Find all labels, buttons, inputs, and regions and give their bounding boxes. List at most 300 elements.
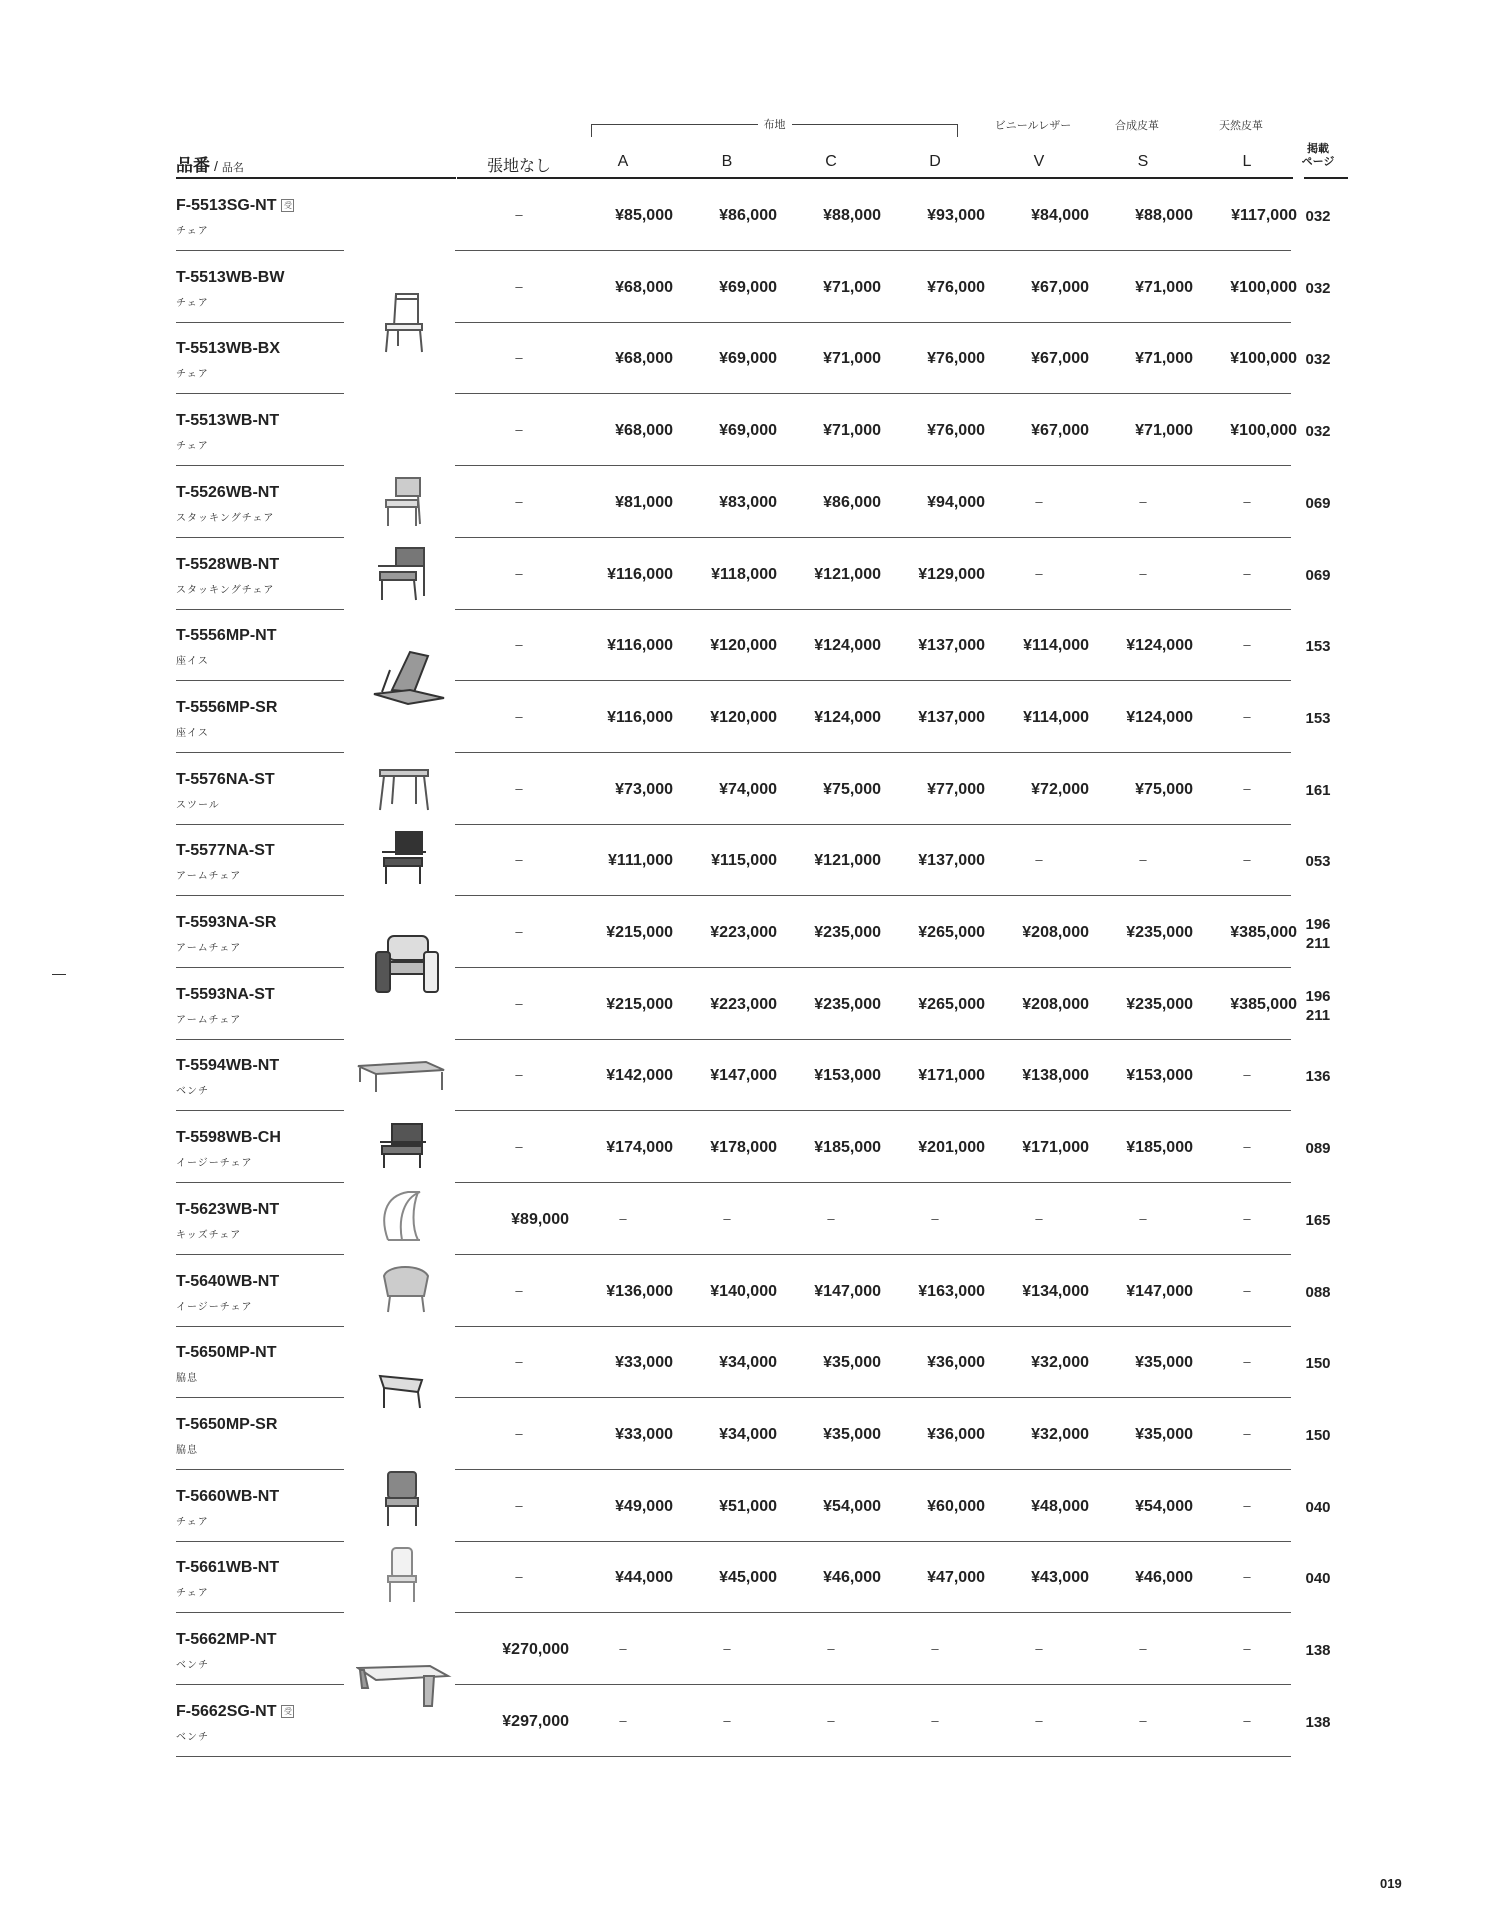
product-name: チェア	[176, 441, 209, 453]
product-name: アームチェア	[176, 943, 242, 954]
catalog-page	[1296, 1354, 1340, 1373]
price-l: –	[1243, 1497, 1251, 1513]
price-no-upholstery: –	[515, 852, 523, 868]
catalog-page-number: 153	[1305, 638, 1331, 656]
product-code-text: T-5526WB-NT	[176, 483, 280, 501]
catalog-page-number: 032	[1305, 279, 1331, 297]
product-code-text: T-5594WB-NT	[176, 1057, 280, 1075]
table-row	[0, 969, 1503, 1040]
product-code-text: T-5593NA-ST	[176, 985, 275, 1003]
product-code-text: T-5650MP-NT	[176, 1344, 277, 1362]
price-l: –	[1243, 1354, 1251, 1370]
price-no-upholstery: –	[515, 637, 523, 653]
col-header-no-upholstery: 張地なし	[486, 158, 551, 175]
catalog-page	[1296, 566, 1340, 585]
price-c: ¥71,000	[823, 422, 881, 440]
catalog-page-number: 032	[1305, 208, 1331, 225]
price-c: ¥121,000	[814, 565, 881, 583]
price-a: ¥142,000	[606, 1067, 673, 1085]
catalog-page	[1296, 781, 1340, 800]
product-name: チェア	[176, 297, 209, 309]
product-code-text: T-5576NA-ST	[176, 770, 275, 788]
price-s: ¥124,000	[1126, 708, 1193, 726]
table-row	[0, 1327, 1503, 1398]
price-l: –	[1243, 1425, 1251, 1441]
product-code-text: T-5556MP-NT	[176, 627, 277, 645]
price-a: ¥44,000	[615, 1569, 673, 1587]
table-row	[0, 1040, 1503, 1111]
price-l: ¥100,000	[1230, 350, 1297, 368]
page-col-header-line1: 掲載	[1307, 143, 1329, 155]
long-bench-image	[356, 1660, 452, 1710]
price-v: ¥32,000	[1031, 1354, 1089, 1372]
catalog-page-number: 040	[1305, 1570, 1331, 1588]
stacking-chair-image	[378, 474, 434, 530]
price-v: ¥43,000	[1031, 1569, 1089, 1587]
price-b: ¥51,000	[719, 1497, 777, 1515]
catalog-page	[1296, 1067, 1340, 1086]
product-name: ベンチ	[176, 1660, 209, 1671]
price-l: –	[1243, 1139, 1251, 1155]
product-code	[176, 1631, 276, 1649]
price-d: ¥94,000	[927, 493, 985, 511]
catalog-page-number: 211	[1305, 1006, 1331, 1024]
price-c: ¥185,000	[814, 1139, 881, 1157]
price-v: ¥114,000	[1023, 637, 1089, 655]
table-row	[0, 180, 1503, 251]
price-d: ¥265,000	[918, 995, 985, 1013]
price-b: –	[723, 1210, 731, 1226]
catalog-page	[1296, 1426, 1340, 1445]
product-code-text: T-5513WB-NT	[176, 412, 280, 430]
price-s: ¥35,000	[1135, 1354, 1193, 1372]
price-no-upholstery: –	[515, 565, 523, 581]
col-header-v: V	[1033, 153, 1045, 170]
bench-image	[356, 1056, 448, 1098]
price-d: –	[931, 1210, 939, 1226]
col-header-l: L	[1242, 153, 1252, 170]
catalog-page-number: 069	[1305, 566, 1331, 584]
product-name: ベンチ	[176, 1086, 209, 1098]
fabric-group-bracket	[591, 119, 958, 138]
price-a: ¥215,000	[606, 995, 673, 1013]
catalog-page	[1296, 1283, 1340, 1302]
slim-chair-image	[378, 1546, 428, 1606]
price-no-upholstery: ¥270,000	[502, 1641, 569, 1658]
catalog-page-number: 138	[1305, 1713, 1331, 1731]
price-c: ¥124,000	[814, 637, 881, 655]
catalog-page	[1296, 915, 1340, 953]
catalog-page-number: 136	[1305, 1068, 1331, 1086]
product-code	[176, 1057, 279, 1075]
price-no-upholstery: –	[515, 207, 523, 222]
product-code-text: T-5662MP-NT	[176, 1631, 277, 1648]
price-b: ¥34,000	[719, 1354, 777, 1372]
price-l: –	[1243, 565, 1251, 581]
product-name: イージーチェア	[176, 1158, 253, 1170]
product-code	[176, 1201, 279, 1219]
price-l: –	[1243, 708, 1251, 724]
price-b: ¥223,000	[710, 995, 777, 1013]
price-l: –	[1243, 1210, 1251, 1226]
price-d: ¥47,000	[927, 1569, 985, 1587]
price-no-upholstery: –	[515, 422, 523, 438]
price-b: ¥147,000	[710, 1067, 777, 1085]
product-name: スタッキングチェア	[176, 584, 275, 596]
synthetic-leather-group-label: 合成皮革	[1115, 120, 1159, 132]
catalog-page-number: 196	[1305, 987, 1331, 1005]
vinyl-group-label: ビニールレザー	[994, 120, 1072, 132]
col-header-s: S	[1137, 153, 1149, 170]
product-code	[176, 556, 279, 574]
price-s: ¥71,000	[1135, 422, 1193, 440]
price-v: ¥72,000	[1031, 780, 1089, 798]
price-b: –	[723, 1712, 731, 1728]
price-l: –	[1243, 1067, 1251, 1083]
catalog-page-number: 165	[1305, 1211, 1331, 1229]
product-code-text: F-5662SG-NT	[176, 1702, 277, 1720]
price-d: ¥129,000	[918, 565, 985, 583]
price-s: ¥54,000	[1135, 1497, 1193, 1515]
price-s: ¥75,000	[1135, 780, 1193, 798]
catalog-page	[1296, 207, 1340, 226]
price-s: ¥153,000	[1126, 1067, 1193, 1085]
table-row	[0, 467, 1503, 538]
price-s: ¥88,000	[1135, 207, 1193, 224]
table-row	[0, 754, 1503, 825]
product-name: スツール	[176, 799, 220, 811]
product-name: アームチェア	[176, 1014, 242, 1026]
price-no-upholstery: ¥89,000	[511, 1210, 569, 1228]
product-code-text: T-5513WB-BX	[176, 340, 281, 358]
product-code	[176, 842, 275, 860]
header-slash: /	[214, 158, 218, 174]
price-b: ¥74,000	[719, 780, 777, 798]
product-code-text: T-5593NA-SR	[176, 914, 277, 931]
price-no-upholstery: ¥297,000	[502, 1712, 569, 1730]
price-no-upholstery: –	[515, 278, 523, 294]
product-code	[176, 627, 276, 645]
product-code-text: T-5650MP-SR	[176, 1415, 278, 1433]
price-no-upholstery: –	[515, 995, 523, 1011]
price-b: ¥83,000	[719, 493, 777, 511]
price-a: ¥116,000	[607, 565, 673, 583]
catalog-page	[1296, 1641, 1340, 1660]
price-no-upholstery: –	[515, 1354, 523, 1370]
price-c: ¥54,000	[823, 1497, 881, 1515]
price-a: –	[619, 1210, 627, 1226]
table-row	[0, 539, 1503, 610]
page-number: 019	[1380, 1876, 1402, 1891]
price-v: ¥67,000	[1031, 422, 1089, 440]
price-s: –	[1139, 493, 1147, 509]
product-code-text: T-5513WB-BW	[176, 268, 285, 286]
product-code	[176, 269, 284, 287]
catalog-page	[1296, 422, 1340, 441]
catalog-page	[1296, 350, 1340, 369]
fabric-group-label: 布地	[758, 116, 792, 132]
price-d: ¥77,000	[927, 780, 985, 798]
price-d: ¥171,000	[918, 1067, 985, 1085]
price-s: ¥147,000	[1126, 1282, 1193, 1300]
price-s: ¥235,000	[1126, 995, 1193, 1013]
price-v: –	[1035, 1712, 1043, 1728]
price-v: ¥32,000	[1031, 1425, 1089, 1443]
page-col-header	[1296, 143, 1340, 169]
price-c: ¥71,000	[823, 350, 881, 368]
col-header-a: A	[617, 153, 629, 170]
product-name: 座イス	[176, 727, 209, 739]
price-no-upholstery: –	[515, 1497, 523, 1513]
price-b: ¥34,000	[719, 1425, 777, 1443]
product-code	[176, 1416, 277, 1434]
catalog-page-number: 153	[1305, 709, 1331, 727]
price-d: ¥76,000	[927, 422, 985, 440]
price-a: ¥85,000	[615, 207, 673, 224]
price-s: ¥35,000	[1135, 1425, 1193, 1443]
table-row	[0, 1614, 1503, 1685]
price-no-upholstery: –	[515, 1425, 523, 1441]
price-v: –	[1035, 1210, 1043, 1226]
price-d: ¥93,000	[927, 207, 985, 224]
price-b: ¥115,000	[711, 852, 777, 870]
price-v: ¥171,000	[1022, 1139, 1089, 1157]
price-l: –	[1243, 637, 1251, 653]
stacking-armchair-image	[374, 544, 438, 604]
product-code	[176, 412, 279, 430]
price-d: ¥76,000	[927, 278, 985, 296]
product-name: チェア	[176, 226, 209, 237]
product-name: チェア	[176, 1588, 209, 1600]
catalog-page-number: 196	[1305, 916, 1331, 933]
catalog-page-number: 053	[1305, 853, 1331, 871]
price-a: ¥136,000	[606, 1282, 673, 1300]
price-v: –	[1035, 565, 1043, 581]
price-no-upholstery: –	[515, 924, 523, 939]
price-no-upholstery: –	[515, 780, 523, 796]
price-v: ¥114,000	[1023, 708, 1089, 726]
table-row	[0, 682, 1503, 753]
price-v: ¥67,000	[1031, 278, 1089, 296]
tub-chair-image	[378, 1262, 434, 1314]
price-c: ¥88,000	[823, 207, 881, 224]
lounge-armchair-image	[372, 934, 442, 996]
price-b: ¥120,000	[710, 708, 777, 726]
price-v: ¥67,000	[1031, 350, 1089, 368]
product-code	[176, 1129, 281, 1147]
catalog-page-number: 138	[1305, 1642, 1331, 1659]
product-code	[176, 771, 275, 789]
price-d: –	[931, 1712, 939, 1728]
price-d: ¥137,000	[918, 852, 985, 870]
price-s: –	[1139, 1210, 1147, 1226]
price-s: ¥235,000	[1126, 924, 1193, 941]
product-name: 座イス	[176, 656, 209, 668]
price-b: ¥69,000	[719, 422, 777, 440]
price-c: ¥124,000	[814, 708, 881, 726]
kids-chair-image	[378, 1188, 428, 1244]
product-code	[176, 986, 275, 1004]
price-c: –	[827, 1712, 835, 1728]
product-name: キッズチェア	[176, 1229, 242, 1241]
catalog-page	[1296, 279, 1340, 298]
product-name: スタッキングチェア	[176, 512, 275, 524]
catalog-page-number: 040	[1305, 1498, 1331, 1516]
catalog-page-number: 211	[1305, 935, 1331, 952]
armrest-image	[378, 1372, 428, 1412]
catalog-page	[1296, 987, 1340, 1025]
made-to-order-badge: 受	[281, 1705, 294, 1718]
price-c: ¥35,000	[823, 1354, 881, 1372]
made-to-order-badge: 受	[281, 199, 294, 212]
price-b: ¥45,000	[719, 1569, 777, 1587]
col-header-d: D	[929, 153, 941, 170]
price-s: ¥71,000	[1135, 278, 1193, 296]
price-a: ¥68,000	[615, 278, 673, 296]
price-l: –	[1243, 1712, 1251, 1728]
price-a: ¥215,000	[606, 924, 673, 941]
price-l: ¥100,000	[1230, 278, 1297, 296]
table-row	[0, 1471, 1503, 1542]
price-s: –	[1139, 1712, 1147, 1728]
easy-chair-image	[376, 1120, 432, 1170]
product-code-text: T-5660WB-NT	[176, 1487, 280, 1505]
table-row	[0, 1542, 1503, 1613]
price-c: ¥71,000	[823, 278, 881, 296]
product-code-text: T-5598WB-CH	[176, 1129, 281, 1147]
price-s: ¥46,000	[1135, 1569, 1193, 1587]
catalog-page-number: 088	[1305, 1283, 1331, 1301]
product-code	[176, 699, 277, 717]
catalog-page-number: 161	[1305, 781, 1331, 799]
price-a: ¥68,000	[615, 422, 673, 440]
product-code-text: T-5623WB-NT	[176, 1200, 280, 1218]
price-d: ¥36,000	[927, 1425, 985, 1443]
product-code-text: T-5528WB-NT	[176, 555, 280, 573]
natural-leather-group-label: 天然皮革	[1219, 120, 1263, 132]
table-row	[0, 897, 1503, 968]
price-v: ¥134,000	[1022, 1282, 1089, 1300]
product-code	[176, 1703, 294, 1721]
price-c: ¥86,000	[823, 493, 881, 511]
price-l: –	[1243, 852, 1251, 868]
catalog-page	[1296, 852, 1340, 871]
price-d: ¥60,000	[927, 1497, 985, 1515]
armchair-image	[376, 828, 434, 886]
catalog-page	[1296, 1139, 1340, 1158]
table-row	[0, 395, 1503, 466]
price-s: ¥124,000	[1126, 637, 1193, 655]
price-v: –	[1035, 1641, 1043, 1656]
price-s: –	[1139, 852, 1147, 868]
price-no-upholstery: –	[515, 493, 523, 509]
price-a: ¥116,000	[607, 637, 673, 655]
col-header-b: B	[721, 153, 733, 170]
product-name: チェア	[176, 369, 209, 381]
price-c: ¥121,000	[814, 852, 881, 870]
price-v: ¥84,000	[1031, 207, 1089, 224]
price-b: ¥178,000	[710, 1139, 777, 1157]
price-d: ¥137,000	[918, 708, 985, 726]
table-row	[0, 323, 1503, 394]
price-c: ¥147,000	[814, 1282, 881, 1300]
price-c: ¥35,000	[823, 1425, 881, 1443]
product-name: 脇息	[176, 1373, 198, 1385]
price-no-upholstery: –	[515, 1569, 523, 1585]
price-c: ¥235,000	[814, 995, 881, 1013]
price-d: ¥76,000	[927, 350, 985, 368]
price-l: –	[1243, 1569, 1251, 1585]
catalog-page-number: 032	[1305, 351, 1331, 369]
price-a: ¥81,000	[615, 493, 673, 511]
table-row	[0, 1184, 1503, 1255]
table-row	[0, 1256, 1503, 1327]
price-a: ¥49,000	[615, 1497, 673, 1515]
product-name: ベンチ	[176, 1731, 209, 1743]
price-d: –	[931, 1641, 939, 1656]
product-code	[176, 1344, 276, 1362]
product-code	[176, 340, 280, 358]
price-v: ¥48,000	[1031, 1497, 1089, 1515]
price-s: –	[1139, 1641, 1147, 1656]
catalog-page	[1296, 709, 1340, 728]
price-d: ¥265,000	[918, 924, 985, 941]
product-code	[176, 1559, 279, 1577]
table-row	[0, 1686, 1503, 1757]
price-b: ¥86,000	[719, 207, 777, 224]
catalog-page	[1296, 494, 1340, 513]
margin-mark	[52, 974, 66, 975]
price-v: ¥138,000	[1022, 1067, 1089, 1085]
product-code-text: T-5556MP-SR	[176, 698, 278, 716]
price-c: ¥75,000	[823, 780, 881, 798]
price-v: ¥208,000	[1022, 995, 1089, 1013]
chair-image	[378, 290, 438, 356]
header-rule	[457, 177, 1293, 179]
price-s: ¥185,000	[1126, 1139, 1193, 1157]
product-code	[176, 1488, 279, 1506]
price-d: ¥137,000	[918, 637, 985, 655]
catalog-page	[1296, 1498, 1340, 1517]
price-l: –	[1243, 1282, 1251, 1298]
price-d: ¥36,000	[927, 1354, 985, 1372]
price-c: ¥235,000	[814, 924, 881, 941]
code-name-header	[176, 151, 456, 179]
price-no-upholstery: –	[515, 1282, 523, 1298]
product-code	[176, 1273, 279, 1291]
price-b: ¥69,000	[719, 350, 777, 368]
price-no-upholstery: –	[515, 1067, 523, 1083]
table-row	[0, 1112, 1503, 1183]
price-c: –	[827, 1210, 835, 1226]
price-v: ¥208,000	[1022, 924, 1089, 941]
price-c: ¥46,000	[823, 1569, 881, 1587]
price-b: ¥223,000	[710, 924, 777, 941]
product-name: イージーチェア	[176, 1301, 253, 1313]
price-l: –	[1243, 1641, 1251, 1656]
price-c: –	[827, 1641, 835, 1656]
price-l: ¥385,000	[1230, 995, 1297, 1013]
catalog-page-number: 089	[1305, 1140, 1331, 1158]
price-l: –	[1243, 493, 1251, 509]
price-a: ¥174,000	[606, 1139, 673, 1157]
catalog-page-number: 150	[1305, 1426, 1331, 1444]
stool-image	[376, 764, 436, 814]
product-code	[176, 914, 276, 932]
price-b: ¥69,000	[719, 278, 777, 296]
row-divider	[176, 1756, 1291, 1757]
table-row	[0, 252, 1503, 323]
